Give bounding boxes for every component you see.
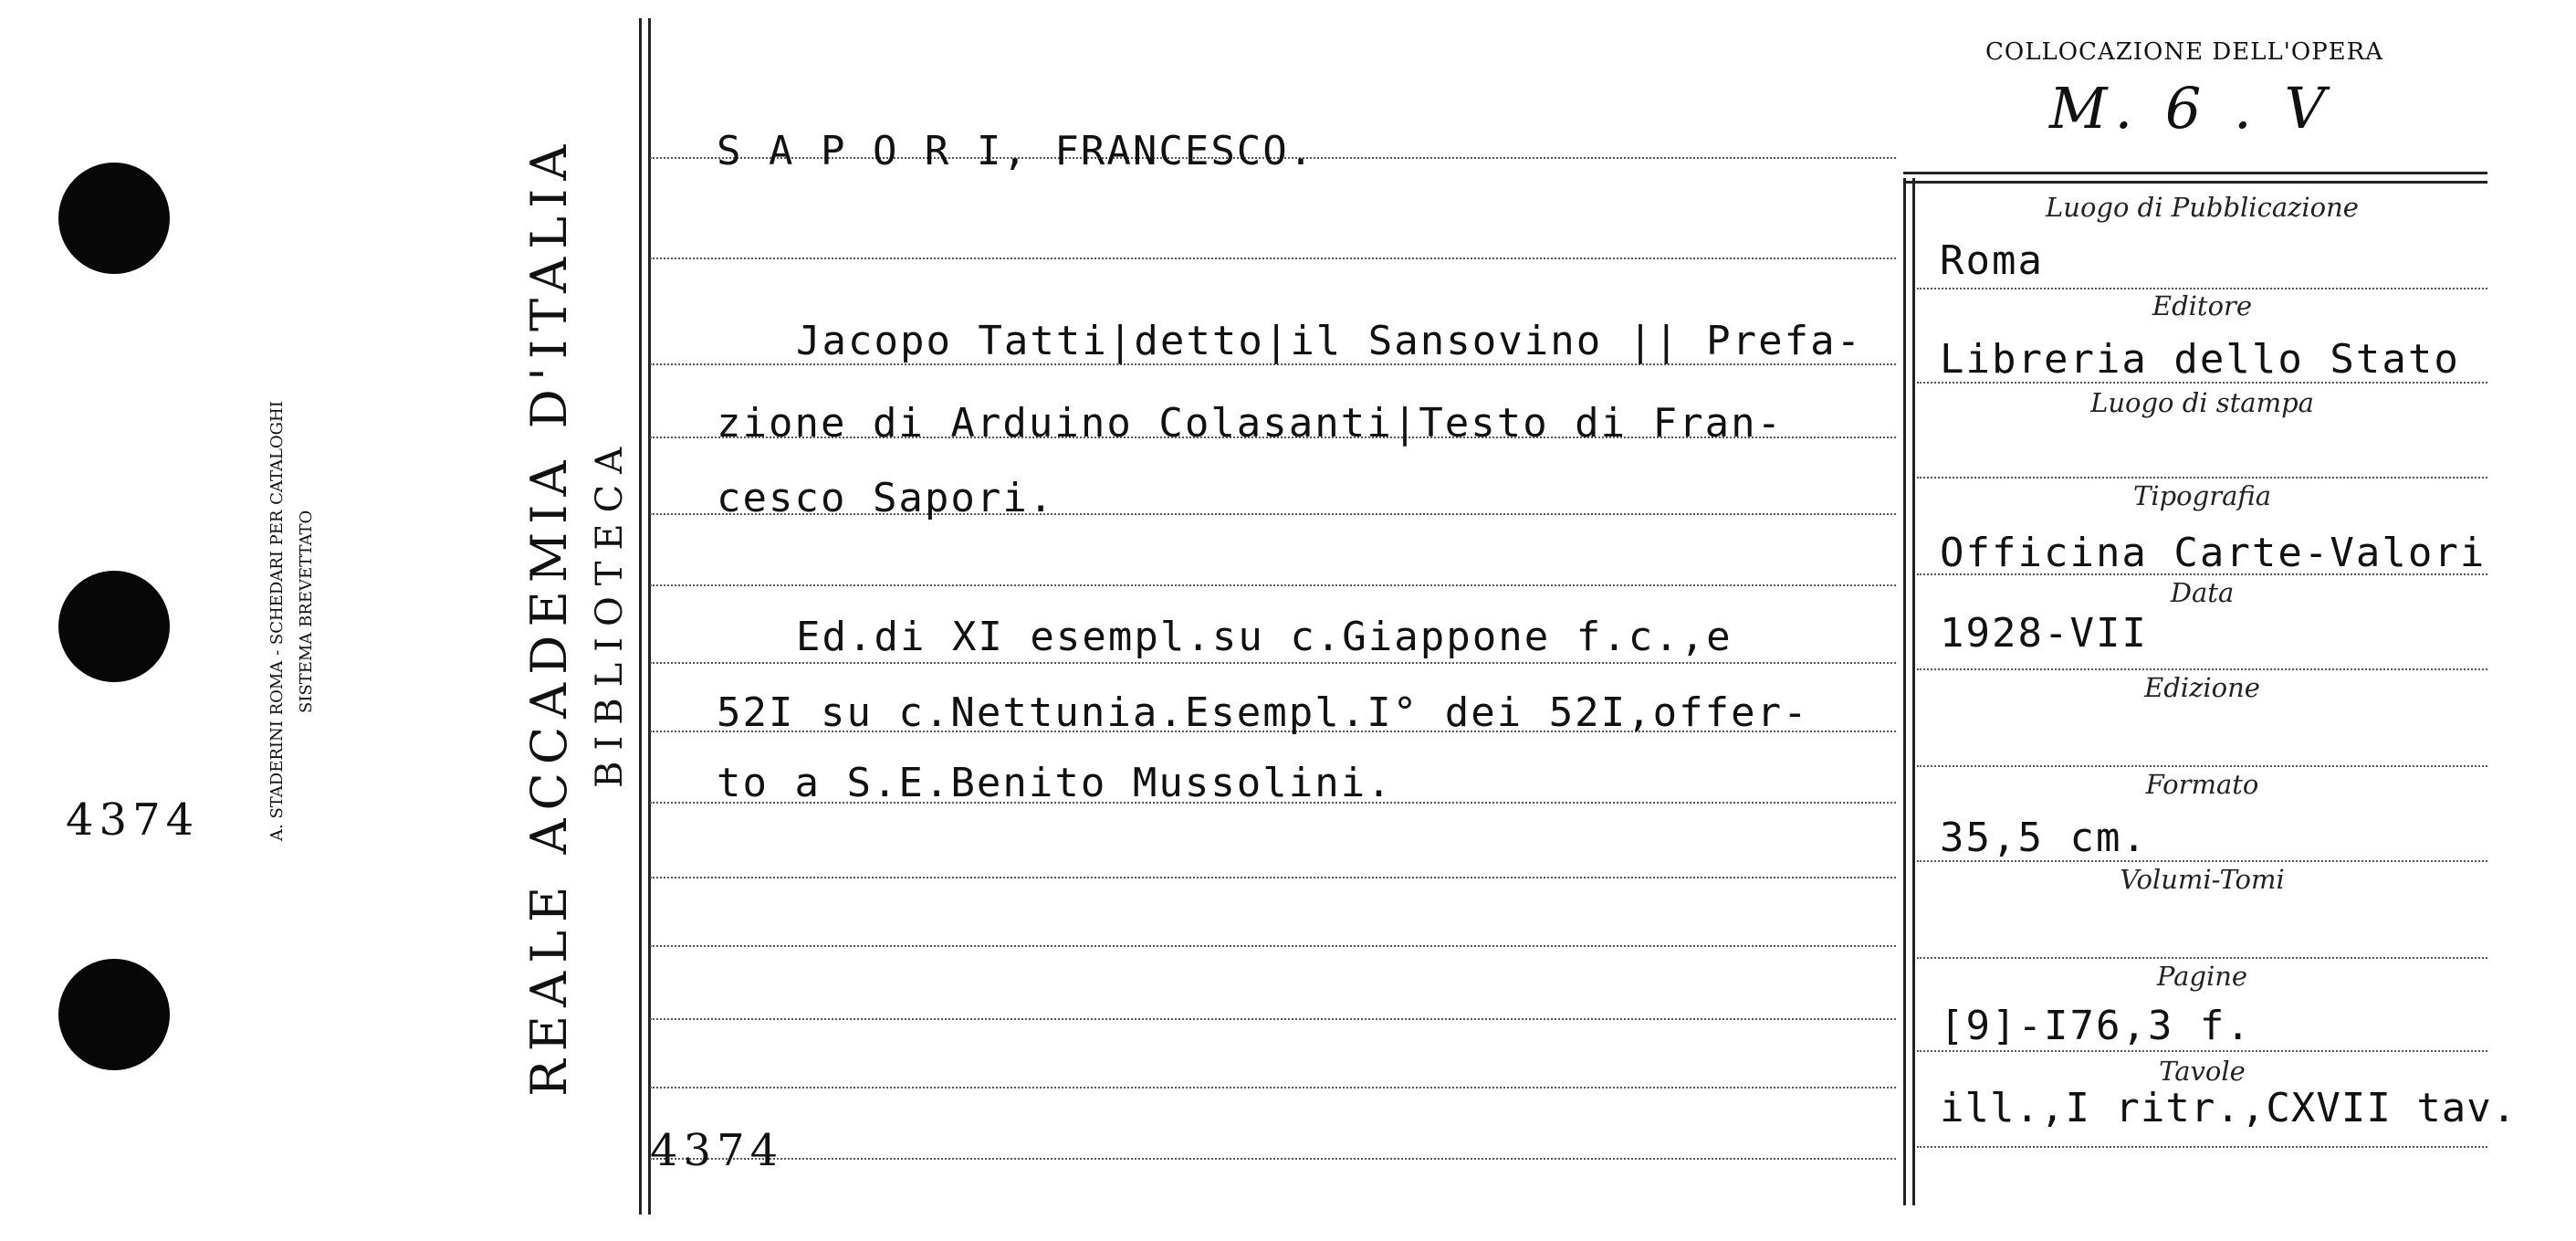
field-value-data: 1928-VII <box>1940 610 2148 657</box>
printer-note-line2: SISTEMA BREVETTATO <box>297 510 316 714</box>
field-label-luogo-stampa: Luogo di stampa <box>2090 387 2314 418</box>
field-label-tavole: Tavole <box>2159 1056 2246 1087</box>
dotted-line <box>650 1158 1896 1160</box>
field-label-formato: Formato <box>2145 769 2259 800</box>
right-rule-1 <box>1903 178 1906 1205</box>
printer-note <box>267 347 288 895</box>
entry-line: cesco Sapori. <box>717 475 1055 521</box>
dotted-line <box>650 584 1896 586</box>
entry-line: Ed.di XI esempl.su c.Giappone f.c.,e <box>796 614 1733 660</box>
shelfmark-header: COLLOCAZIONE DELL'OPERA <box>1985 38 2384 66</box>
right-top-rule-2 <box>1903 181 2487 184</box>
field-label-luogo-pubblicazione: Luogo di Pubblicazione <box>2046 192 2359 223</box>
dotted-line <box>650 877 1896 878</box>
field-value-pagine: [9]-I76,3 f. <box>1940 1003 2252 1049</box>
department-title: BIBLIOTECA <box>589 436 631 788</box>
dotted-line <box>650 258 1896 259</box>
entry-line: to a S.E.Benito Mussolini. <box>717 760 1393 806</box>
field-line <box>1917 765 2487 767</box>
dotted-line <box>650 1087 1896 1089</box>
right-rule-2 <box>1912 178 1915 1205</box>
field-value-formato: 35,5 cm. <box>1940 815 2148 861</box>
entry-line: Jacopo Tatti|detto|il Sansovino || Prefa- <box>796 318 1863 364</box>
side-number: 4374 <box>66 794 200 846</box>
dotted-line <box>650 662 1896 664</box>
field-value-tipografia: Officina Carte-Valori <box>1940 530 2487 576</box>
field-value-luogo-pubblicazione: Roma <box>1940 237 2044 284</box>
field-line <box>1917 288 2487 289</box>
right-top-rule-1 <box>1903 172 2487 174</box>
printer-note-line1: A. STADERINI ROMA - SCHEDARI PER CATALOGHI <box>267 401 287 841</box>
field-label-tipografia: Tipografia <box>2133 480 2271 511</box>
field-line <box>1917 1146 2487 1148</box>
field-value-tavole: ill.,I ritr.,CXVII tav. <box>1940 1085 2518 1131</box>
dotted-line <box>650 1018 1896 1020</box>
left-rule-1 <box>639 18 642 1215</box>
dotted-line <box>650 945 1896 947</box>
field-label-edizione: Edizione <box>2144 672 2260 703</box>
field-line <box>1917 957 2487 959</box>
shelfmark-value: M. 6 . V <box>2049 75 2333 142</box>
left-rule-2 <box>648 18 651 1215</box>
punch-hole-top <box>58 163 170 274</box>
field-label-pagine: Pagine <box>2156 961 2248 992</box>
field-label-volumi-tomi: Volumi-Tomi <box>2120 864 2285 895</box>
field-label-editore: Editore <box>2152 290 2253 321</box>
field-value-editore: Libreria dello Stato <box>1940 336 2460 383</box>
field-label-data: Data <box>2170 577 2235 608</box>
institution-title: REALE ACCADEMIA D'ITALIA <box>520 136 578 1097</box>
field-line <box>1917 668 2487 670</box>
entry-line: 52I su c.Nettunia.Esempl.I° dei 52I,offer- <box>717 689 1809 736</box>
field-line <box>1917 1050 2487 1052</box>
punch-hole-bottom <box>58 959 170 1070</box>
entry-line: zione di Arduino Colasanti|Testo di Fran- <box>717 400 1784 447</box>
punch-hole-middle <box>58 571 170 682</box>
printer-note-2 <box>297 493 316 731</box>
field-line <box>1917 477 2487 479</box>
bottom-number: 4374 <box>650 1125 784 1176</box>
author-heading: S A P O R I, FRANCESCO. <box>717 128 1315 174</box>
